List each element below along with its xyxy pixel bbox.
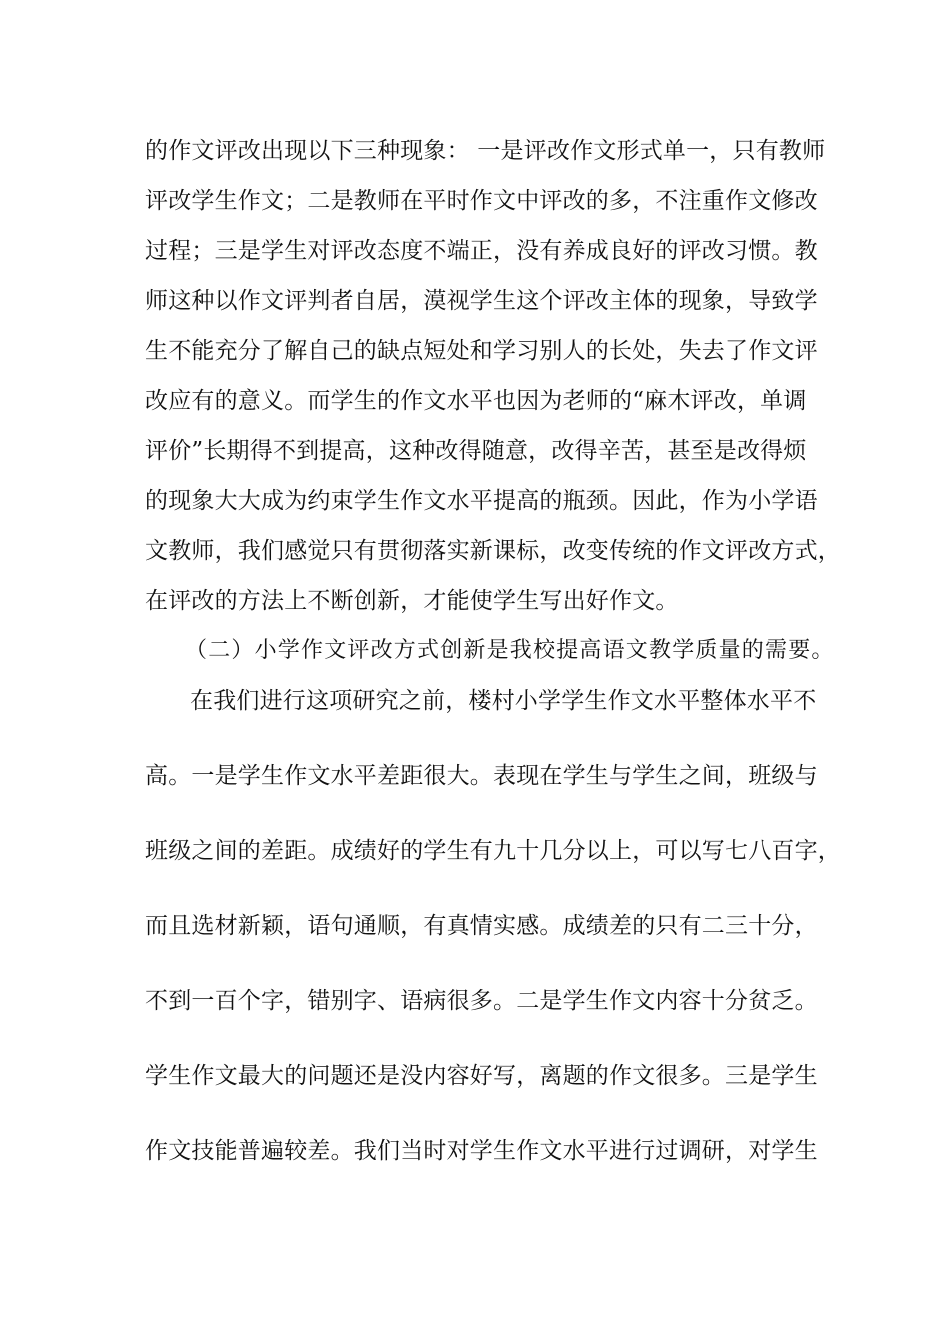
body-text-line: 改应有的意义。而学生的作文水平也因为老师的“麻木评改，单调 — [145, 388, 807, 414]
body-text-line: 的现象大大成为约束学生作文水平提高的瓶颈。因此，作为小学语 — [145, 488, 818, 514]
body-text-line: 班级之间的差距。成绩好的学生有九十几分以上，可以写七八百字， — [145, 838, 841, 864]
body-text-line: 评改学生作文；二是教师在平时作文中评改的多，不注重作文修改 — [145, 188, 818, 214]
body-text-line: 作文技能普遍较差。我们当时对学生作文水平进行过调研，对学生 — [145, 1138, 818, 1164]
section-heading: （二）小学作文评改方式创新是我校提高语文教学质量的需要。 — [185, 638, 835, 663]
body-text-line: 评价”长期得不到提高，这种改得随意，改得辛苦，甚至是改得烦 — [145, 438, 807, 464]
body-text-line: 学生作文最大的问题还是没内容好写，离题的作文很多。三是学生 — [145, 1063, 818, 1089]
body-text-line: 文教师，我们感觉只有贯彻落实新课标，改变传统的作文评改方式， — [145, 538, 841, 564]
body-text-line: 在评改的方法上不断创新，才能使学生写出好作文。 — [145, 588, 679, 614]
body-text-line: 高。一是学生作文水平差距很大。表现在学生与学生之间，班级与 — [145, 763, 818, 789]
body-text-line: 的作文评改出现以下三种现象： 一是评改作文形式单一，只有教师 — [145, 138, 826, 164]
body-text-line: 生不能充分了解自己的缺点短处和学习别人的长处，失去了作文评 — [145, 338, 818, 364]
body-text-line: 过程；三是学生对评改态度不端正，没有养成良好的评改习惯。教 — [145, 238, 818, 264]
body-text-line: 师这种以作文评判者自居，漠视学生这个评改主体的现象，导致学 — [145, 288, 818, 314]
body-text-line: 而且选材新颖，语句通顺，有真情实感。成绩差的只有二三十分， — [145, 913, 818, 939]
body-text-line: 不到一百个字，错别字、语病很多。二是学生作文内容十分贫乏。 — [145, 988, 818, 1014]
body-text-line: 在我们进行这项研究之前，楼村小学学生作文水平整体水平不 — [190, 688, 817, 714]
